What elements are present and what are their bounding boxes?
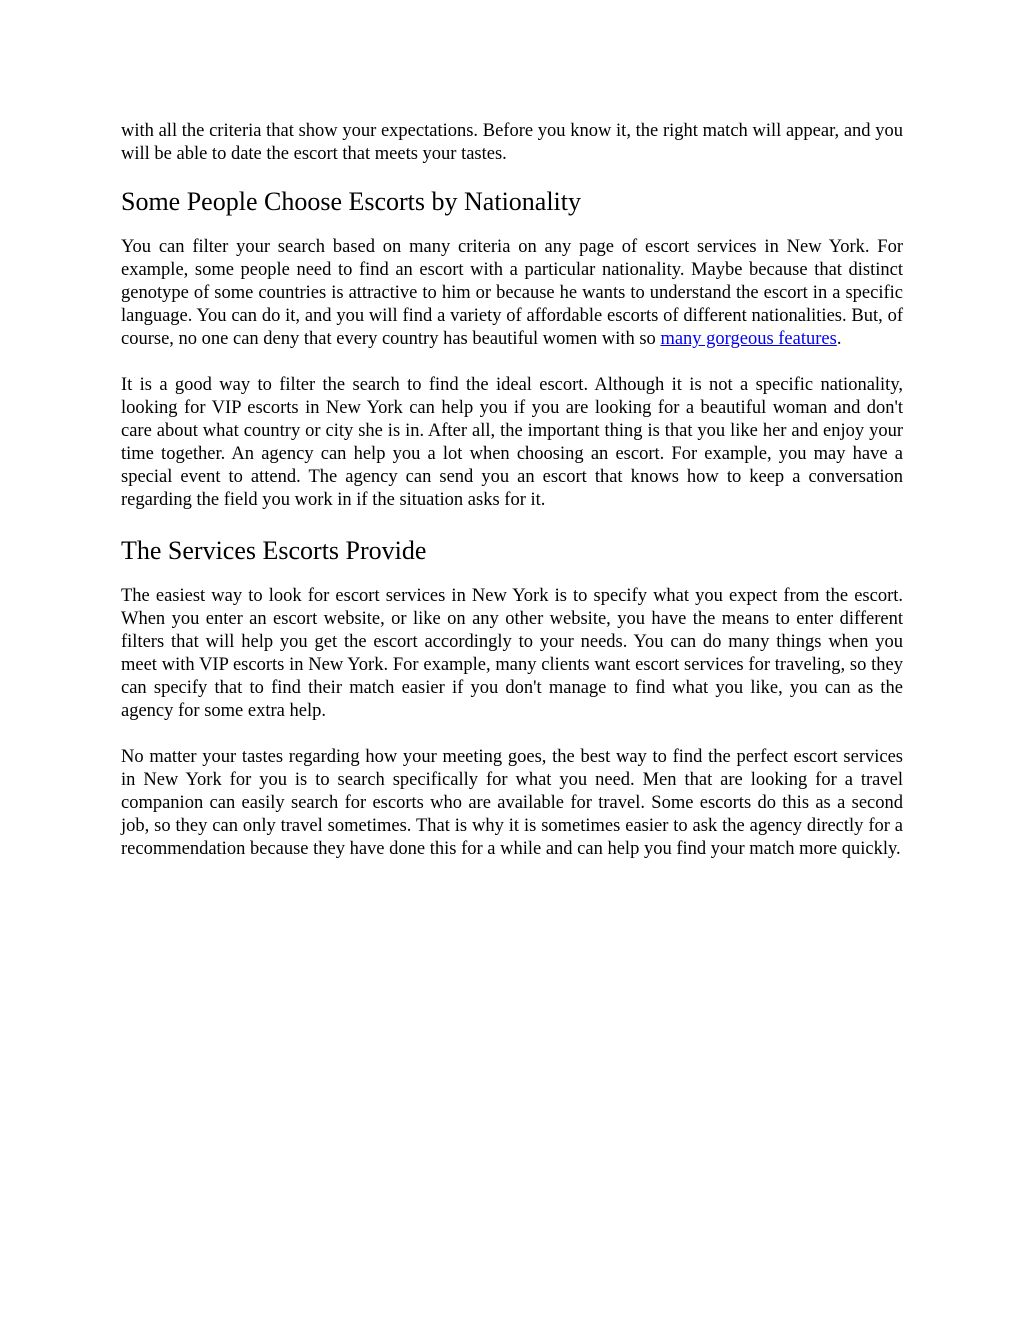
nationality-paragraph-1	[121, 236, 903, 351]
section-heading-services: The Services Escorts Provide	[121, 536, 427, 565]
section-heading-nationality: Some People Choose Escorts by Nationality	[121, 187, 582, 216]
nationality-paragraph-2: It is a good way to filter the search to find the ideal escort. Although it is not a specific nationality, looking for VIP escorts in New York can help you if you are looking for a beautiful woman and don't care about what country or city she is in. After all, the important thing is that you like her and enjoy your time together. An agency can help you a lot when choosing an escort. For example, you may have a special event to attend. The agency can send you an escort that knows how to keep a conversation regarding the field you work in if the situation asks for it.	[121, 375, 903, 510]
services-paragraph-1: The easiest way to look for escort services in New York is to specify what you expect from the escort. When you enter an escort website, or like on any other website, you have the means to enter different filters that will help you get the escort accordingly to your needs. You can do many things when you meet with VIP escorts in New York. For example, many clients want escort services for traveling, so they can specify that to find their match easier if you don't manage to find what you like, you can as the agency for some extra help.	[121, 586, 903, 721]
paragraph-text-end: .	[836, 329, 842, 349]
intro-paragraph: with all the criteria that show your expectations. Before you know it, the right match will appear, and you will be able to date the escort that meets your tastes.	[121, 121, 903, 164]
document-page	[121, 120, 903, 861]
many-gorgeous-features-link[interactable]: many gorgeous features	[660, 329, 837, 349]
services-paragraph-2: No matter your tastes regarding how your meeting goes, the best way to find the perfect escort services in New York for you is to search specifically for what you need. Men that are looking for a travel companion can easily search for escorts who are available for travel. Some escorts do this as a second job, so they can only travel sometimes. That is why it is sometimes easier to ask the agency directly for a recommendation because they have done this for a while and can help you find your match more quickly.	[121, 747, 903, 859]
paragraph-text: You can filter your search based on many criteria on any page of escort services in New York. For example, some people need to find an escort with a particular nationality. Maybe because that distinct genotype of some countries is attractive to him or because he wants to understand the escort in a specific language. You can do it, and you will find a variety of affordable escorts of different nationalities. But, of course, no one can deny that every country has beautiful women with so	[121, 237, 903, 349]
